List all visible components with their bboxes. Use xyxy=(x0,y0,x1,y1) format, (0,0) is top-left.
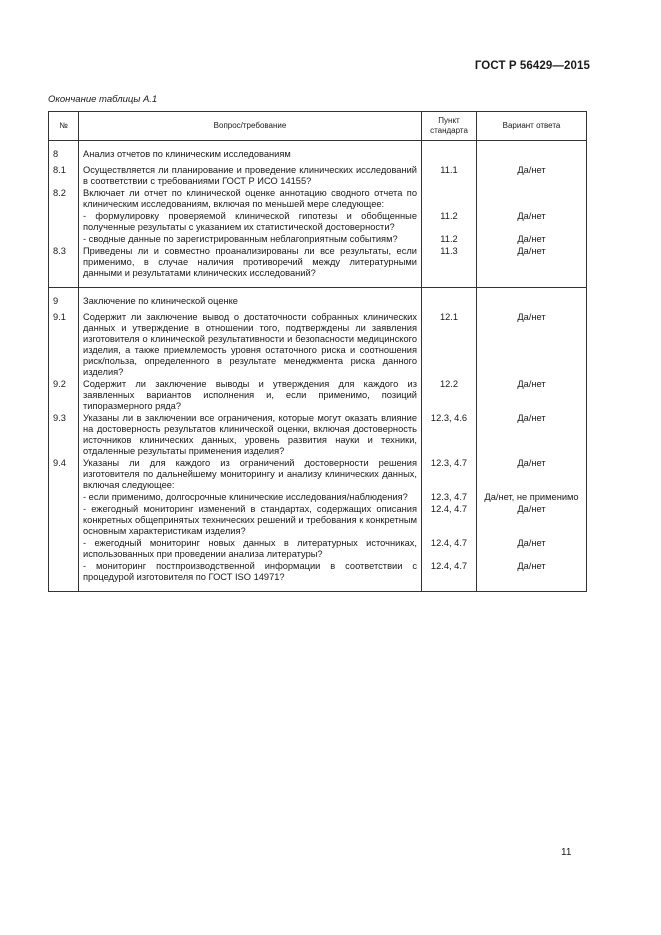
row-number: 9.3 xyxy=(49,412,79,457)
row-question: - ежегодный мониторинг новых данных в литературных источниках, использованных при проведении анализа литературы? xyxy=(79,537,422,560)
table-row xyxy=(49,560,587,592)
row-clause: 12.4, 4.7 xyxy=(422,560,477,592)
row-question: - если применимо, долгосрочные клинические исследования/наблюдения? xyxy=(79,491,422,503)
row-clause: 12.1 xyxy=(422,311,477,378)
row-question: - мониторинг постпроизводственной информации в соответствии с процедурой изготовителя по ГОСТ ISO 14971? xyxy=(79,560,422,592)
page-number: 11 xyxy=(561,847,572,858)
row-answer: Да/нет xyxy=(477,245,587,288)
row-answer: Да/нет xyxy=(477,210,587,233)
row-number xyxy=(49,560,79,592)
col-header-answer: Вариант ответа xyxy=(477,112,587,141)
row-number: 8.3 xyxy=(49,245,79,288)
row-clause: 12.3, 4.6 xyxy=(422,412,477,457)
row-clause: 12.3, 4.7 xyxy=(422,457,477,491)
row-clause: 11.2 xyxy=(422,210,477,233)
row-answer: Да/нет xyxy=(477,503,587,537)
table-row xyxy=(49,457,587,491)
table-row xyxy=(49,187,587,210)
section-title: Анализ отчетов по клиническим исследованиям xyxy=(79,141,422,165)
row-clause xyxy=(422,187,477,210)
row-clause: 12.2 xyxy=(422,378,477,412)
table-row xyxy=(49,233,587,245)
row-answer: Да/нет xyxy=(477,233,587,245)
table-row xyxy=(49,164,587,187)
row-answer: Да/нет xyxy=(477,378,587,412)
section-row xyxy=(49,141,587,165)
table-row xyxy=(49,412,587,457)
table-row xyxy=(49,537,587,560)
row-answer: Да/нет xyxy=(477,311,587,378)
row-number xyxy=(49,503,79,537)
row-question: Содержит ли заключение выводы и утверждения для каждого из заявленных вариантов исполнения и, если применимо, позиций типоразмерного ряда? xyxy=(79,378,422,412)
row-number: 9.2 xyxy=(49,378,79,412)
table-row xyxy=(49,245,587,288)
section-clause-cell xyxy=(422,141,477,165)
table-body xyxy=(49,141,587,592)
row-answer: Да/нет xyxy=(477,457,587,491)
requirements-table xyxy=(48,111,587,592)
row-question: Указаны ли в заключении все ограничения, которые могут оказать влияние на достоверность результатов клинической оценки, включая достоверность источников клинических данных, уровень развития науки и техники, отдаленные результаты применения изделия? xyxy=(79,412,422,457)
section-answer-cell xyxy=(477,288,587,312)
section-number: 8 xyxy=(49,141,79,165)
section-answer-cell xyxy=(477,141,587,165)
row-number: 9.1 xyxy=(49,311,79,378)
row-question: - сводные данные по зарегистрированным неблагоприятным событиям? xyxy=(79,233,422,245)
section-clause-cell xyxy=(422,288,477,312)
table-row xyxy=(49,210,587,233)
row-number: 9.4 xyxy=(49,457,79,491)
row-number xyxy=(49,233,79,245)
table-row xyxy=(49,311,587,378)
row-clause: 11.2 xyxy=(422,233,477,245)
section-row xyxy=(49,288,587,312)
row-question: Включает ли отчет по клинической оценке аннотацию сводного отчета по клиническим исследованиям, включая по меньшей мере следующее: xyxy=(79,187,422,210)
row-answer xyxy=(477,187,587,210)
section-number: 9 xyxy=(49,288,79,312)
row-number: 8.1 xyxy=(49,164,79,187)
table-row xyxy=(49,503,587,537)
row-answer: Да/нет, не применимо xyxy=(477,491,587,503)
row-clause: 12.4, 4.7 xyxy=(422,537,477,560)
col-header-question: Вопрос/требование xyxy=(79,112,422,141)
standard-designation: ГОСТ Р 56429—2015 xyxy=(474,60,590,72)
row-answer: Да/нет xyxy=(477,537,587,560)
row-answer: Да/нет xyxy=(477,164,587,187)
row-clause: 12.3, 4.7 xyxy=(422,491,477,503)
row-number xyxy=(49,210,79,233)
row-clause: 11.1 xyxy=(422,164,477,187)
section-title: Заключение по клинической оценке xyxy=(79,288,422,312)
row-number xyxy=(49,491,79,503)
row-number xyxy=(49,537,79,560)
row-question: Содержит ли заключение вывод о достаточности собранных клинических данных и утверждение в отношении того, подтверждены ли заявления изготовителя о клинической результативности и безопасности медицинского изделия, а также приемлемость уровня остаточного риска и соотношения риск/польза, определенного в результате менеджмента риска данного изделия? xyxy=(79,311,422,378)
row-answer: Да/нет xyxy=(477,560,587,592)
row-question: - ежегодный мониторинг изменений в стандартах, содержащих описания конкретных общепринятых технических решений и требования к конкретным основным характеристикам изделия? xyxy=(79,503,422,537)
row-question: Приведены ли и совместно проанализированы ли все результаты, если применимо, в случае наличия противоречий между литературными данными и результатами клинических исследований? xyxy=(79,245,422,288)
row-answer: Да/нет xyxy=(477,412,587,457)
row-question: Осуществляется ли планирование и проведение клинических исследований в соответствии с требованиями ГОСТ Р ИСО 14155? xyxy=(79,164,422,187)
row-question: Указаны ли для каждого из ограничений достоверности решения изготовителя по дальнейшему мониторингу и анализу клинических данных, включая следующее: xyxy=(79,457,422,491)
row-question: - формулировку проверяемой клинической гипотезы и обобщенные полученные результаты с указанием их статистической достоверности? xyxy=(79,210,422,233)
row-clause: 12.4, 4.7 xyxy=(422,503,477,537)
table-header-row xyxy=(49,112,587,141)
table-caption: Окончание таблицы А.1 xyxy=(48,94,158,105)
table-row xyxy=(49,491,587,503)
table-row xyxy=(49,378,587,412)
col-header-no: № xyxy=(49,112,79,141)
row-number: 8.2 xyxy=(49,187,79,210)
col-header-clause: Пункт стандарта xyxy=(422,112,477,141)
row-clause: 11.3 xyxy=(422,245,477,288)
